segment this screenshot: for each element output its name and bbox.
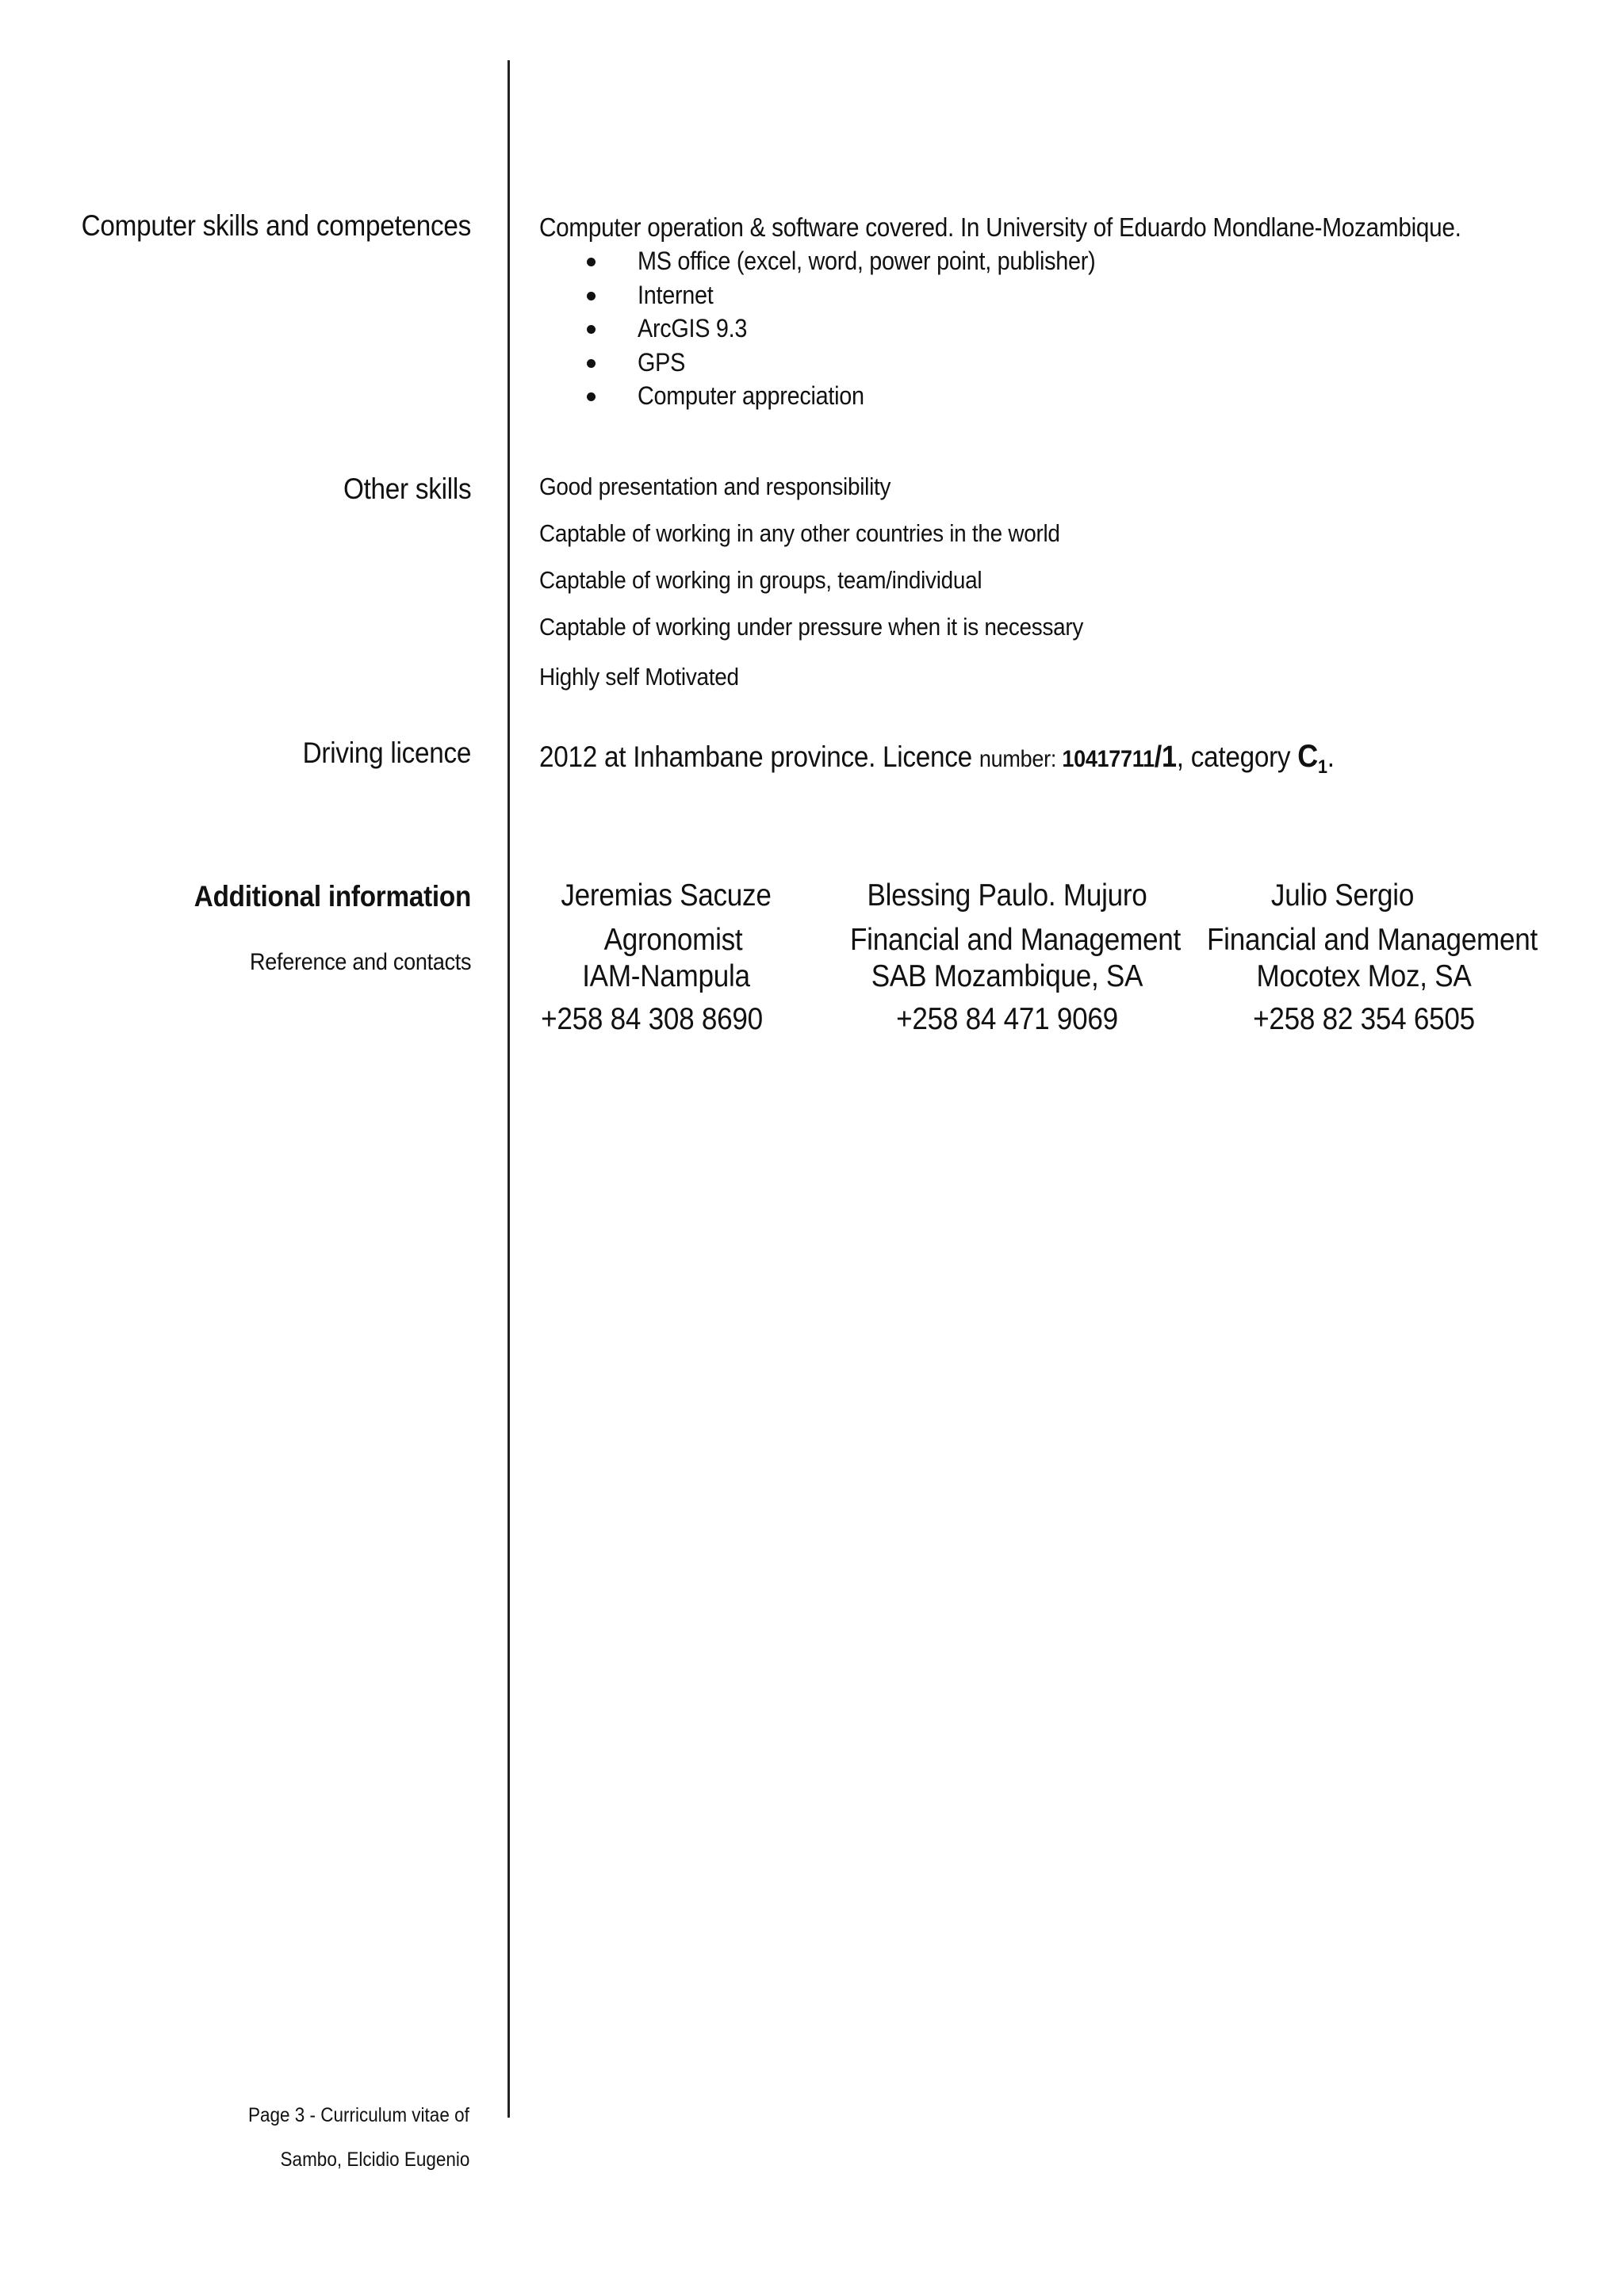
reference-role: Agronomist — [603, 923, 743, 957]
licence-text-a: 2012 at Inhambane province. Licence — [539, 740, 979, 773]
other-skill-item: Captable of working under pressure when it is necessary — [539, 613, 1084, 641]
reference-name: Blessing Paulo. Mujuro — [867, 878, 1147, 913]
reference-role: Financial and Management — [1207, 923, 1538, 957]
reference-org: Mocotex Moz, SA — [1256, 959, 1472, 993]
bullet-icon — [587, 392, 596, 401]
licence-number-label: number: — [979, 746, 1063, 772]
bullet-icon — [587, 325, 596, 334]
reference-name: Jeremias Sacuze — [561, 878, 772, 913]
other-skill-item: Good presentation and responsibility — [539, 473, 891, 500]
driving-licence-label: Driving licence — [302, 737, 471, 769]
bullet-icon — [587, 359, 596, 368]
list-item-text: ArcGIS 9.3 — [638, 314, 748, 342]
licence-period: . — [1327, 740, 1335, 773]
other-skill-item: Highly self Motivated — [539, 663, 739, 691]
computer-skills-intro: Computer operation & software covered. In University of Eduardo Mondlane-Mozambique. — [539, 212, 1461, 242]
reference-contacts-label: Reference and contacts — [249, 949, 471, 975]
other-skill-item: Captable of working in any other countries in the world — [539, 519, 1060, 547]
list-item-text: GPS — [638, 347, 686, 377]
driving-licence-text — [539, 739, 1335, 778]
reference-phone: +258 84 471 9069 — [896, 1002, 1118, 1036]
licence-category: C — [1297, 739, 1319, 774]
licence-category-label: , category — [1176, 740, 1298, 773]
licence-number-suffix: /1 — [1154, 740, 1177, 774]
footer-name-line: Sambo, Elcidio Eugenio — [280, 2149, 469, 2171]
reference-org: IAM-Nampula — [582, 959, 750, 993]
footer-page-line: Page 3 - Curriculum vitae of — [248, 2104, 469, 2126]
additional-info-label: Additional information — [193, 880, 471, 913]
bullet-icon — [587, 258, 596, 266]
list-item-text: Computer appreciation — [638, 381, 864, 410]
column-divider — [508, 60, 510, 2118]
computer-skills-label: Computer skills and competences — [81, 209, 471, 242]
licence-number: 10417711 — [1062, 746, 1155, 772]
reference-org: SAB Mozambique, SA — [871, 959, 1143, 993]
other-skills-label: Other skills — [343, 473, 471, 505]
reference-phone: +258 82 354 6505 — [1253, 1002, 1475, 1036]
reference-role: Financial and Management — [850, 923, 1181, 957]
licence-category-sub: 1 — [1318, 756, 1327, 778]
bullet-icon — [587, 292, 596, 300]
reference-name: Julio Sergio — [1270, 878, 1415, 913]
list-item-text: Internet — [638, 280, 714, 309]
reference-phone: +258 84 308 8690 — [541, 1002, 763, 1036]
other-skill-item: Captable of working in groups, team/individual — [539, 566, 982, 594]
list-item-text: MS office (excel, word, power point, publisher) — [638, 247, 1096, 275]
